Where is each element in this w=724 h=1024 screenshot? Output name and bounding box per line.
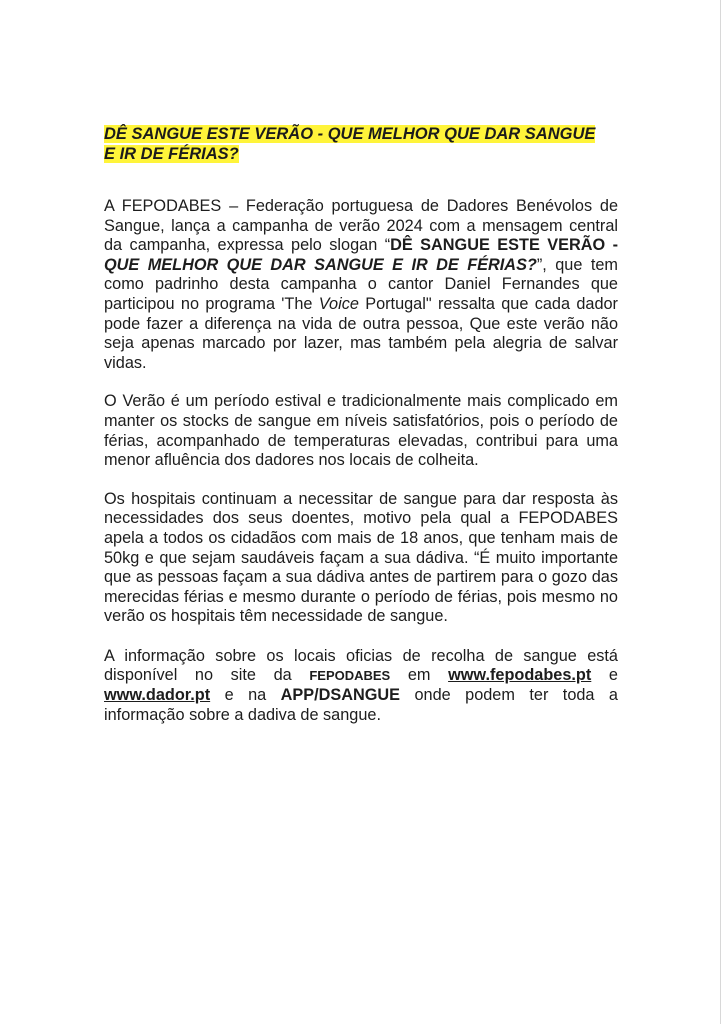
info-text-1: A informação sobre os locais oficias de recolha de sangue está disponível no site da (104, 646, 618, 685)
dador-link[interactable]: www.dador.pt (104, 686, 211, 705)
app-name: APP/DSANGUE (280, 686, 401, 705)
fepodabes-link[interactable]: www.fepodabes.pt (448, 666, 592, 685)
info-text-2: em (390, 666, 449, 685)
paragraph-summer-stocks: O Verão é um período estival e tradicionalmente mais complicado em manter os stocks de sangue em níveis satisfatórios, pois o período de férias, acompanhado de temperaturas elevadas, contribui para uma menor afluência dos dadores nos locais de colheita. (104, 392, 618, 470)
intro-text-2: ”, que tem como padrinho desta campanha o cantor Daniel Fernandes que participou no programa 'The (104, 255, 618, 313)
page-edge-line (720, 0, 721, 1024)
document-title (104, 124, 618, 164)
document-body (104, 124, 618, 725)
voice-word: Voice (318, 294, 359, 313)
paragraph-information (104, 647, 618, 725)
title-line-1: DÊ SANGUE ESTE VERÃO - QUE MELHOR QUE DAR SANGUE (104, 125, 596, 143)
slogan-part-2: QUE MELHOR QUE DAR SANGUE E IR DE FÉRIAS? (104, 255, 537, 274)
title-line-2: E IR DE FÉRIAS? (104, 145, 239, 163)
paragraph-campaign-intro (104, 197, 618, 373)
info-text-4: e na (210, 686, 281, 705)
intro-text-1: A FEPODABES – Federação portuguesa de Dadores Benévolos de Sangue, lança a campanha de verão 2024 com a mensagem central da campanha, expressa pelo slogan “ (104, 197, 618, 255)
paragraph-hospitals-need: Os hospitais continuam a necessitar de sangue para dar resposta às necessidades dos seus doentes, motivo pela qual a FEPODABES apela a todos os cidadãos com mais de 18 anos, que tenham mais de 50kg e que sejam saudáveis façam a sua dádiva. “É muito importante que as pessoas façam a sua dádiva antes de partirem para o gozo das merecidas férias e mesmo durante o período de férias, pois mesmo no verão os hospitais têm necessidade de sangue. (104, 489, 618, 626)
org-name: FEPODABES (309, 668, 391, 684)
info-text-3: e (591, 666, 618, 685)
info-text-5: onde podem ter toda a informação sobre a dadiva de sangue. (104, 686, 618, 724)
intro-text-3: Portugal" ressalta que cada dador pode fazer a diferença na vida de outra pessoa, Que este verão não seja apenas marcado por lazer, mas também pela alegria de salvar vidas. (104, 294, 618, 372)
slogan-part-1: DÊ SANGUE ESTE VERÃO - (390, 236, 619, 255)
